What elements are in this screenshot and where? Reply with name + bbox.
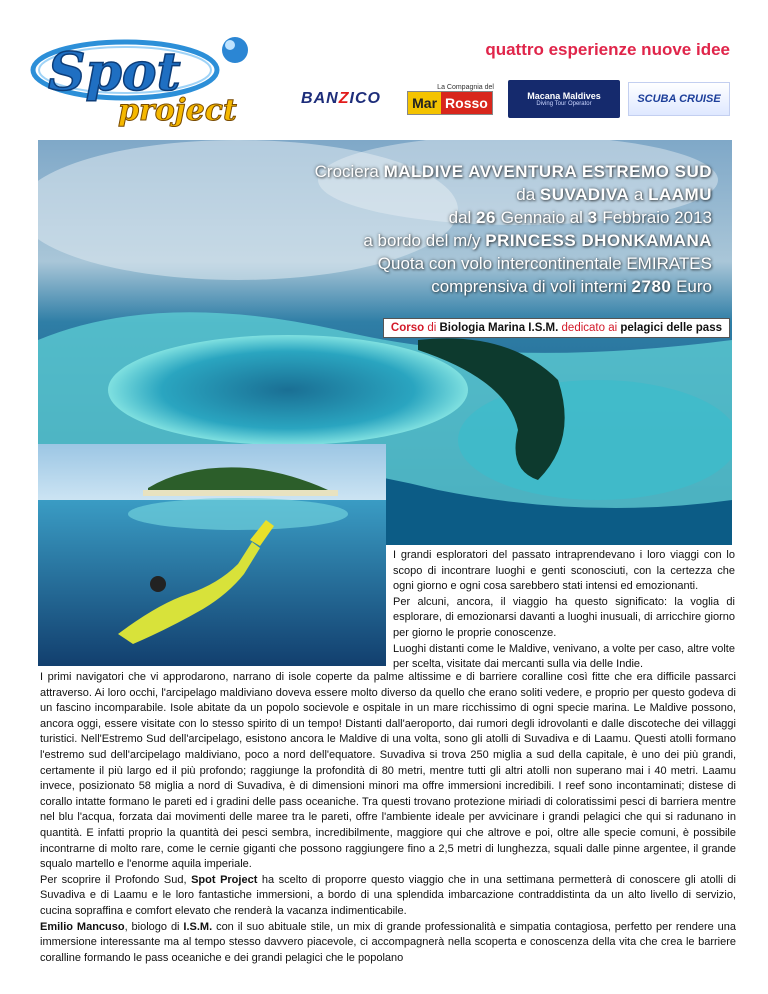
cruise-details — [315, 160, 712, 298]
sponsor-logos — [290, 78, 740, 120]
svg-text:project: project — [118, 93, 237, 128]
intro-paragraph-1: I grandi esploratori del passato intraprendevano i loro viaggi con lo scopo di incontrare luoghi e genti sconosciuti, con la certezza che ogni giorno e ogni cosa sarebbero stati intensi ed emozionanti. — [393, 549, 735, 593]
mar-rosso-logo: La Compagnia del Mar Rosso — [400, 82, 500, 116]
cruise-price: comprensiva di voli interni 2780 Euro — [431, 277, 712, 296]
cruise-dates: dal 26 Gennaio al 3 Febbraio 2013 — [448, 208, 712, 227]
cruise-title: Crociera MALDIVE AVVENTURA ESTREMO SUD — [314, 162, 712, 181]
course-banner: Corso di Biologia Marina I.S.M. dedicato ai pelagici delle pass — [383, 318, 730, 338]
svg-text:Spot: Spot — [48, 42, 181, 103]
macana-maldives-logo: Macana Maldives Diving Tour Operator — [508, 80, 620, 118]
cruise-flight: Quota con volo intercontinentale EMIRATES — [377, 254, 712, 273]
article-body — [40, 670, 736, 966]
scuba-cruise-logo: SCUBA CRUISE — [628, 82, 730, 116]
banzico-logo: BAN Z ICO — [301, 90, 381, 107]
article-paragraph-1: I primi navigatori che vi approdarono, narrano di isole coperte da palme altissime e di barriere coralline così fitte che era difficile passarci attraverso. Ai loro occhi, l'arcipelago maldiviano doveva essere molto diverso da quello che erano soliti vedere, e proprio per questo godeva di un fascino incomparabile. Isole abitate da un popolo socievole e ospitale in un mare ricchissimo di ogni specie marina. Le Maldive possono, ancora oggi, essere visitate con lo stesso spirito di un tempo! Distanti dall'aeroporto, dai rumori degli idrovolanti e dalle discoteche dei villaggi turistici. Nell'Estremo Sud dell'arcipelago, esistono ancora le Maldive di una volta, sono gli atolli di Suvadiva e di Laamu. Questi atolli formano l'estremo sud dell'arcipelago maldiviano, poco a nord dell'equatore. Suvadiva si trova 250 miglia a sud della capitale, è uno dei più grandi, certamente il più largo ed il più profondo; raggiunge la profondità di 80 metri, mentre tutti gli altri atolli non superano mai i 40 metri. Laamu invece, posizionato 58 miglia a nord di Suvadiva, è di dimensioni minori ma offre immersioni incredibili. I reef sono incontaminati; distese di corallo intatte formano le pareti ed i gradini delle pass oceaniche. Tra questi trovano protezione miriadi di coloratissimi pesci di barriera mentre nel blu l'acqua, forzata dai movimenti delle maree tra le pareti, offre l'ambiente ideale per avvicinare i grandi pelagici che qui si radunano in quantità. E infatti proprio la quantità dei pesci sembra, incredibilmente, maggiore qui che altrove e poi, oltre alle specie comuni, è possibile incontrarne di molto rare, come le cernie giganti che possono raggiungere fino a 2,5 metri di lunghezza, squali dalle pinne argentee, il grande squalo martello e l'enorme aquila imperiale. — [40, 671, 736, 871]
spot-project-logo — [30, 28, 260, 128]
article-paragraph-2: Per scoprire il Profondo Sud, Spot Project ha scelto di proporre questo viaggio che in una settimana permetterà di conoscere gli atolli di Suvadiva e di Laamu e le loro fantastiche immersioni, a bordo di una splendida imbarcazione contraddistinta da un alto livello di servizio, cucina sopraffina e comfort elevato che renderà la vacanza indimenticabile. — [40, 873, 736, 917]
article-paragraph-3: Emilio Mancuso, biologo di I.S.M. con il suo abituale stile, un mix di grande professionalità e simpatia contagiosa, perfetto per rendere una immersione interessante ma al tempo stesso davvero piacevole, ci accompagnerà nella scoperta e conoscenza della vita che crea le barriere coralline formando le pass oceaniche e dei grandi pelagici che le popolano — [40, 920, 736, 964]
intro-paragraph-3: Luoghi distanti come le Maldive, venivano, a volte per caso, altre volte per scelta, visitate dai mercanti sulla via delle Indie. — [393, 642, 735, 671]
intro-paragraph-2: Per alcuni, ancora, il viaggio ha questo significato: la voglia di esplorare, di emozionarsi davanti a luoghi inusuali, di arricchire giorno per giorno le proprie conoscenze. — [393, 595, 735, 639]
intro-column — [393, 548, 735, 673]
tagline: quattro esperienze nuove idee — [485, 40, 730, 59]
cruise-boat: a bordo del m/y PRINCESS DHONKAMANA — [363, 231, 712, 250]
diver-island-image — [38, 444, 386, 666]
cruise-route: da SUVADIVA a LAAMU — [516, 185, 712, 204]
